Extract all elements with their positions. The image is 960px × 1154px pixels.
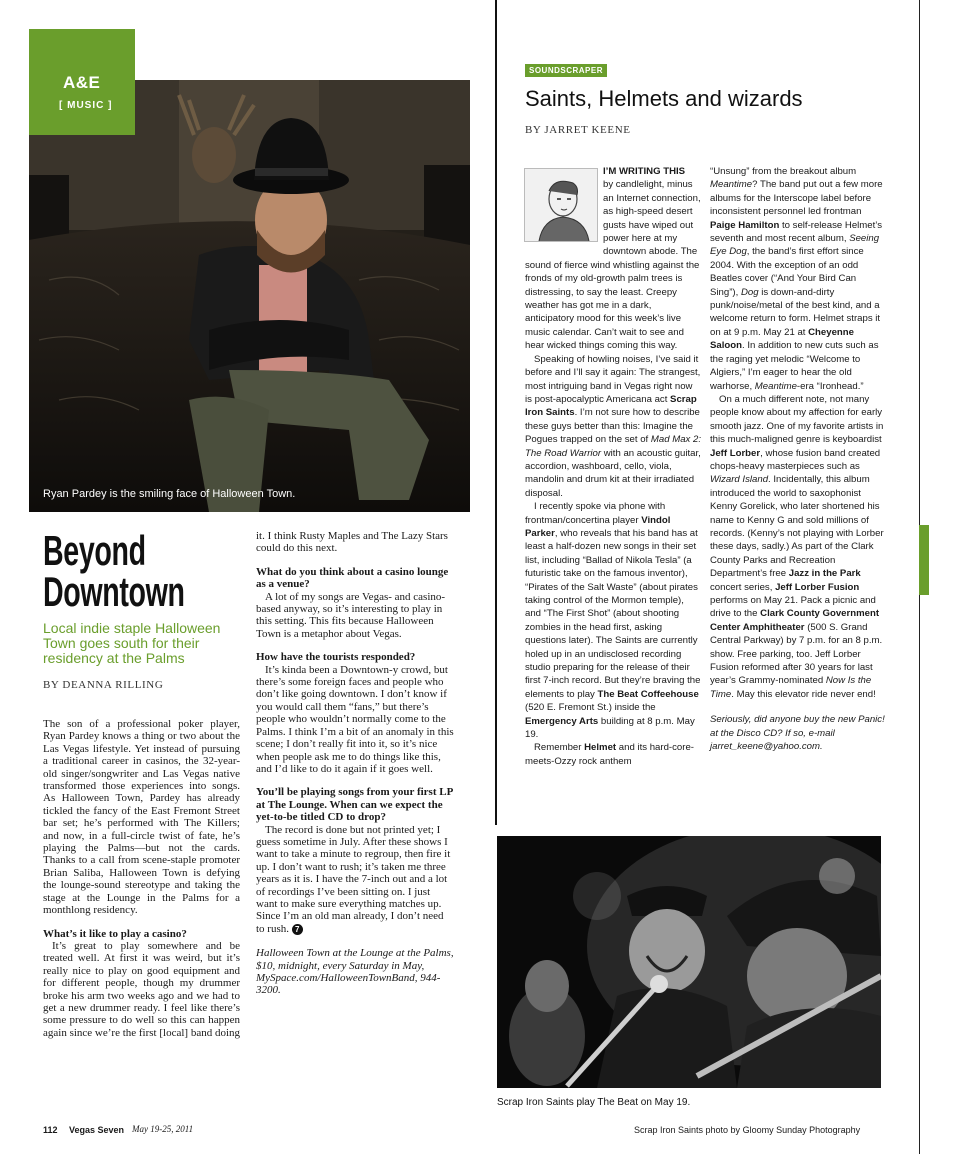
event-info: Halloween Town at the Lounge at the Palms, $10, midnight, every Saturday in May, MySpace.com/HalloweenTownBand, 944-3200. [256, 947, 454, 997]
end-mark-icon: 7 [292, 924, 303, 935]
portrait-wrap-space [525, 178, 603, 246]
album-title: Seeing Eye Dog [710, 233, 880, 258]
article-title-line-2: Downtown [43, 568, 185, 615]
interview-answer: It’s kinda been a Downtown-y crowd, but there’s some foreign faces and people who don’t like going downtown. I don’t know if you would call them “fans,” but there’s people who wouldn’t normally come to the Palms. I think I’m a bit of an anomaly in this scene; I don’t really fit into it, so it’s nice when people ask me to do things like this, and I’d like to do it again if it goes well. [256, 663, 454, 775]
interview-question: You’ll be playing songs from your first LP at The Lounge. When can we expect the yet-to-be titled CD to drop? [256, 786, 453, 824]
section-name: A&E [63, 73, 101, 92]
interview-answer [256, 824, 454, 936]
column-title: Saints, Helmets and wizards [525, 86, 803, 111]
person-name: Vindol Parker [525, 514, 671, 539]
column-text-2 [710, 165, 886, 753]
answer-text: The record is done but not printed yet; I guess sometime in July. After these shows I want to take a minute to regroup, then fire it up. I don’t want to rush; it’s taken me three years as it is. I have the 7-inch out and a lot of recordings I’ve been sitting on. I just want to make sure everything matches up. Since I’m an old man already, I don’t need to rush. [256, 823, 451, 935]
article-column-2 [256, 530, 454, 997]
signoff: Seriously, did anyone buy the new Panic! at the Disco CD? If so, e-mail jarret_keene@yahoo.com. [710, 714, 885, 753]
person-name: Paige Hamilton [710, 219, 780, 231]
interview-answer: A lot of my songs are Vegas- and casino-based anyway, so it’s interesting to play in this setting. This fits because Halloween Town is a metaphor about Vegas. [256, 590, 446, 640]
issue-date: May 19-25, 2011 [132, 1124, 194, 1134]
section-tag: [ MUSIC ] [59, 100, 113, 111]
article-title [43, 527, 247, 615]
magazine-name: Vegas Seven [69, 1125, 125, 1135]
photo-credit: Scrap Iron Saints photo by Gloomy Sunday Photography [634, 1125, 861, 1135]
halloween-town-photo [29, 80, 470, 512]
photo-caption: Ryan Pardey is the smiling face of Halloween Town. [43, 488, 296, 500]
column-text-1 [525, 165, 701, 768]
venue-name: Emergency Arts [525, 715, 599, 727]
paragraph: On a much different note, not many people know about my affection for early smooth jazz. One of my favorite artists in this much-maligned genre is keyboardist Jeff Lorber, whose fusion band created chops-heavy masterpieces such as Wizard Island. Incidentally, this album introduced the world to saxophonist Kenny Gorelick, who later shortened his name to Kenny G and sold millions of records. (Kenny’s not playing with Lorber these days, sadly.) As part of the Clark County Parks and Recreation Department’s free Jazz in the Park concert series, Jeff Lorber Fusion performs on May 21. Pack a picnic and drive to the Clark County Government Center Amphitheater (500 S. Grand Central Parkway) by 7 p.m. for an 8 p.m. show. Free parking, too. Jeff Lorber Fusion reformed after 30 years for last year’s Grammy-nominated Now Is the Time. May this elevator ride never end! [710, 393, 884, 700]
article-title-line-1: Beyond [43, 527, 146, 574]
venue-name: Cheyenne Saloon [710, 326, 854, 352]
album-title: Wizard Island [710, 474, 769, 486]
film-title: Mad Max 2: The Road Warrior [525, 434, 702, 459]
album-title: Meantime [710, 179, 753, 191]
interview-question: What’s it like to play a casino? [43, 927, 187, 940]
band-name: Jeff Lorber Fusion [775, 581, 860, 593]
intro-paragraph: The son of a professional poker player, Ryan Pardey knows a thing or two about the Las Vegas lifestyle. Yet instead of pursuing a traditional career in casinos, the 32-year-old singer/songwriter and Las Vegas native transformed those experiences into songs. As Halloween Town, Pardey has already tickled the fancy of the East Fremont Street bar set; he’s performed with The Killers; and now, in a full-circle twist of fate, he’s playing the Palms—but not the cards. Thanks to a call from scene-staple promoter Brian Saliba, Halloween Town is defying the lounge-sound stereotype and taking the stage at the Lounge in the Palms for a monthlong residency. [43, 718, 240, 917]
paragraph: Speaking of howling noises, I’ve said it before and I’ll say it again: The strangest, most intriguing band in Vegas right now is post-apocalyptic Americana act Scrap Iron Saints. I’m not sure how to describe these guys better than this: Imagine the Pogues trapped on the set of Mad Max 2: The Road Warrior with an acoustic guitar, accordion, washboard, cello, viola, mandolin and drum kit at their irradiated disposal. [525, 353, 702, 499]
paragraph: I recently spoke via phone with frontman/concertina player Vindol Parker, who reveals that his band has at least a half-dozen new songs in their set list, including “Ballad of Nikola Tesla” (a futuristic take on the famous inventor), “Pirates of the Salt Waste” (about pirates taking control of the Mormon temple), and “The First Shot” (about shooting zombies in the head first, asking questions later). The Saints are currently holed up in an undisclosed recording studio preparing for the release of their first 7-inch record. But they’re braving the elements to play The Beat Coffeehouse (520 E. Fremont St.) inside the Emergency Arts building at 8 p.m. May 19. [525, 501, 701, 741]
interview-question: How have the tourists responded? [256, 651, 416, 664]
paragraph: Remember Helmet and its hard-core-meets-Ozzy rock anthem [525, 742, 694, 767]
album-title: Dog [740, 286, 759, 298]
scrap-iron-saints-photo [497, 836, 881, 1088]
interview-answer: It’s great to play somewhere and be treated well. At first it was weird, but it’s really nice to play on good equipment and for different people, though my drummer broke his arm two weeks ago and we had to get a new drummer ready. I feel like there’s some pressure to do well so this can happen again since we’re the first [local] band doing [43, 939, 241, 1039]
interview-question: What do you think about a casino lounge as a venue? [256, 565, 449, 591]
paragraph: “Unsung” from the breakout album Meantime? The band put out a few more albums for the Interscope label before inconsistent personnel led frontman Paige Hamilton to self-release Helmet’s seventh and most recent album, Seeing Eye Dog, the band’s first effort since 2004. With the exception of an odd Beatles cover (“And Your Bird Can Sing”), Dog is down-and-dirty punk/noise/metal of the best kind, and a welcome return to form. Helmet straps it on at 9 p.m. May 21 at Cheyenne Saloon. In addition to new cuts such as the raging yet melodic “Welcome to Algiers,” I’m eager to hear the old warhorse, Meantime-era “Ironhead.” [710, 166, 883, 392]
band-name: Scrap Iron Saints [525, 393, 697, 419]
section-badge [29, 29, 135, 135]
lead-caps: I’M WRITING THIS [603, 166, 686, 177]
column-byline: BY JARRET KEENE [525, 124, 631, 136]
article-subtitle: Local indie staple Halloween Town goes south for their residency at the Palms [43, 620, 221, 666]
column-divider [495, 0, 497, 825]
page-number: 112 [43, 1125, 58, 1135]
column-kicker: SOUNDSCRAPER [525, 64, 607, 77]
album-title: Now Is the Time [710, 675, 872, 700]
event-name: Jazz in the Park [788, 568, 861, 580]
article-byline: BY DEANNA RILLING [43, 679, 164, 691]
concert-illustration [497, 836, 881, 1088]
venue-name: Clark County Government Center Amphitheater [710, 608, 880, 633]
paragraph-text: by candlelight, minus an Internet connection, as high-speed desert gusts have wiped out power here at my downtown abode. The sound of fierce wind whistling against the fronds of my old-growth palm trees is distressing, to say the least. Creepy weather has got me in a dark, anticipatory mood for this week’s live music calendar. Can’t wait to see and hear wicked things coming this way. [525, 179, 701, 352]
venue-name: The Beat Coffeehouse [597, 688, 699, 700]
person-name: Jeff Lorber [710, 447, 761, 459]
photo-caption: Scrap Iron Saints play The Beat on May 19. [497, 1097, 691, 1108]
album-title: Meantime [754, 380, 797, 392]
lead-paragraph-body [525, 178, 701, 352]
section-tab-marker [919, 525, 929, 595]
lead-paragraph [603, 165, 701, 178]
article-column-1 [43, 718, 240, 1039]
band-name: Helmet [584, 742, 617, 754]
interview-answer-continued: it. I think Rusty Maples and The Lazy Stars could do this next. [256, 530, 448, 555]
photo-illustration [29, 80, 470, 512]
